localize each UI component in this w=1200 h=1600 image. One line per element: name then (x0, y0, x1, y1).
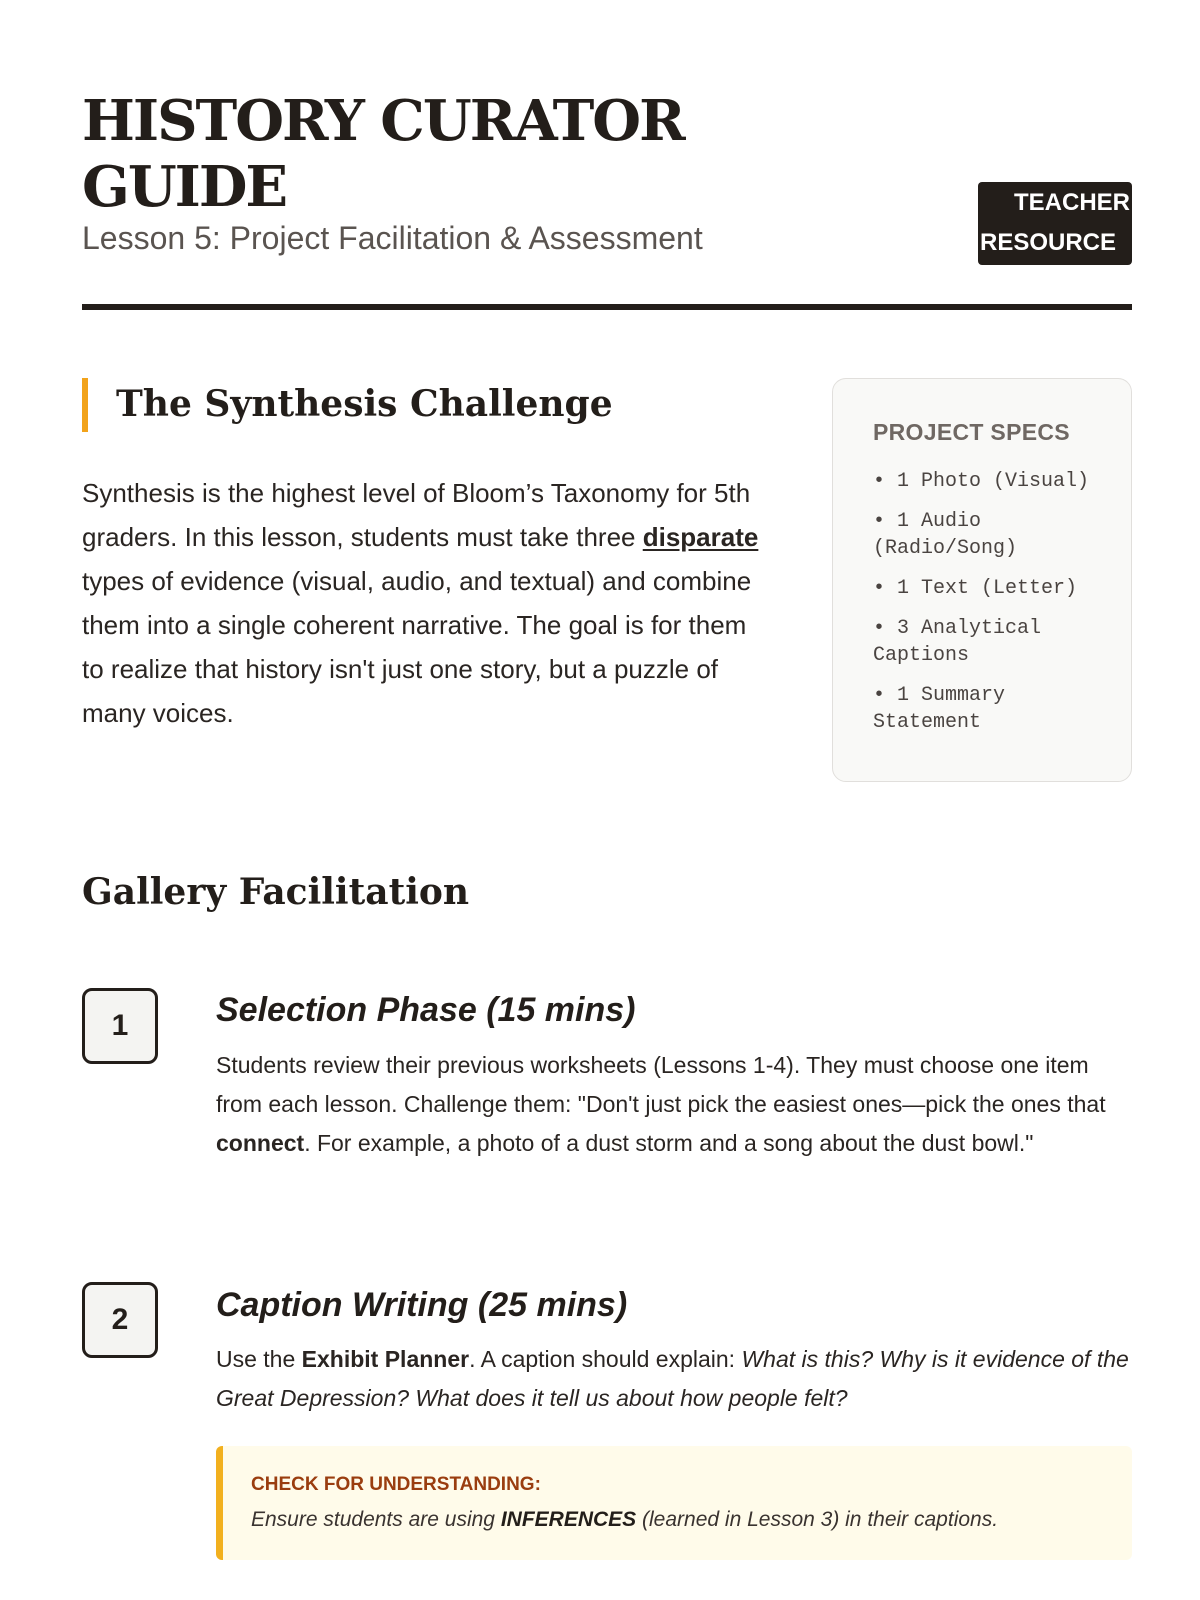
spec-item: • 1 Text (Letter) (873, 577, 1078, 600)
step-number-badge: 1 (82, 988, 158, 1064)
step-description (216, 1340, 1132, 1418)
spec-item: • 1 Summary Statement (873, 684, 1006, 734)
project-specs-list (873, 468, 1101, 736)
step-text-end: . For example, a photo of a dust storm and a song about the dust bowl." (304, 1130, 1034, 1156)
header-divider (82, 304, 1132, 310)
intro-emphasis-word: disparate (642, 522, 759, 552)
step-text-bold: connect (216, 1130, 305, 1156)
intro-text-end: types of evidence (visual, audio, and textual) and combine them into a single coherent narrative. The goal is for them to realize that history isn't just one story, but a puzzle of many voices. (82, 566, 752, 728)
callout-text-end: (learned in Lesson 3) in their captions. (636, 1508, 999, 1531)
step-text-italic: What is this? Why is it evidence of the Great Depression? What does it tell us about how people felt? (216, 1346, 1129, 1411)
project-specs-heading: PROJECT SPECS (873, 419, 1070, 445)
badge-line-1: TEACHER (1013, 189, 1130, 216)
teacher-resource-badge (978, 182, 1132, 265)
badge-line-2: RESOURCE (980, 229, 1117, 256)
callout-text-start: Ensure students are using (251, 1508, 501, 1531)
section-accent-bar (82, 378, 88, 432)
page-subtitle: Lesson 5: Project Facilitation & Assessment (82, 220, 703, 256)
step-text-bold: Exhibit Planner (301, 1346, 470, 1372)
step-text-middle: . A caption should explain: (469, 1346, 742, 1372)
step-title: Caption Writing (25 mins) (216, 1286, 628, 1324)
step-text-start: Use the (216, 1346, 302, 1372)
gallery-heading: Gallery Facilitation (82, 871, 470, 913)
callout-label: CHECK FOR UNDERSTANDING: (251, 1474, 541, 1495)
spec-item: • 1 Audio (Radio/Song) (873, 510, 1018, 560)
synthesis-heading: The Synthesis Challenge (116, 383, 613, 425)
step-number-badge: 2 (82, 1282, 158, 1358)
step-text-start: Students review their previous worksheets (Lessons 1-4). They must choose one item from each lesson. Challenge them: "Don't just pick the easiest ones—pick the ones that (216, 1052, 1106, 1117)
synthesis-intro (82, 471, 762, 735)
page-title: HISTORY CURATOR GUIDE (82, 88, 684, 220)
callout-body (251, 1506, 1106, 1534)
intro-text-start: Synthesis is the highest level of Bloom’s Taxonomy for 5th graders. In this lesson, students must take three (82, 478, 751, 552)
step-title: Selection Phase (15 mins) (216, 991, 636, 1029)
callout-text-bold: INFERENCES (500, 1508, 637, 1531)
spec-item: • 1 Photo (Visual) (873, 470, 1090, 493)
step-description (216, 1046, 1132, 1163)
check-understanding-callout (216, 1446, 1132, 1560)
project-specs-box (832, 378, 1132, 782)
spec-item: • 3 Analytical Captions (873, 617, 1042, 667)
